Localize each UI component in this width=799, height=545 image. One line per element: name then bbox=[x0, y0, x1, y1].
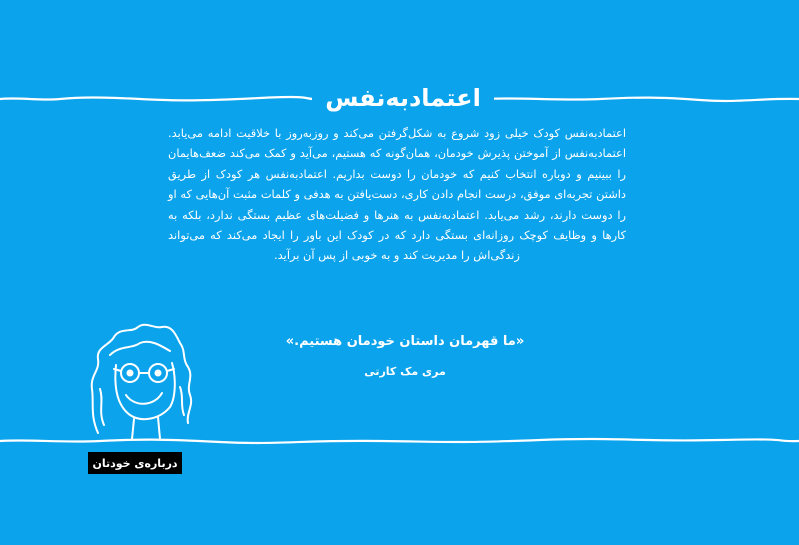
body-line: کاری، دست‌یافتن به هدفی و کلمات مثبت آن‌هایی که او را دوست دارند، رشد می‌یابد. bbox=[168, 187, 627, 222]
quote-text: «ما قهرمان داستان خودمان هستیم.» bbox=[285, 334, 525, 349]
body-line: کوچک روزانه‌ای بستگی دارد که در کودک این باور را ایجاد می‌کند که می‌تواند bbox=[168, 228, 548, 243]
girl-doodle-illustration bbox=[80, 315, 200, 447]
body-line: و کمک می‌کند ضعف‌هایمان را ببینیم و دوباره انتخاب کنیم که خودمان را دوست bbox=[168, 146, 626, 181]
body-paragraph bbox=[168, 123, 626, 266]
body-line: اعتمادبه‌نفس به هنرها و فضیلت‌های عظیم بستگی ندارد، بلکه به کارها و وظایف bbox=[168, 207, 626, 243]
body-line: زندگی‌اش را مدیریت کند و به خوبی از پس آن برآید. bbox=[274, 248, 520, 263]
body-line: اعتمادبه‌نفس کودک خیلی زود شروع به شکل‌گرفتن می‌کند و روزبه‌روز با خلاقیت bbox=[236, 126, 626, 140]
body-line: ادامه می‌یابد. اعتمادبه‌نفس از آموختن پذیرش خودمان، همان‌گونه که هستیم، می‌آید bbox=[168, 126, 627, 161]
page-title: اعتمادبه‌نفس bbox=[312, 76, 494, 120]
bottom-divider-line bbox=[0, 436, 799, 446]
body-line: بداریم. اعتمادبه‌نفس هر کودک از طریق داشتن تجربه‌ای موفق، درست انجام دادن bbox=[168, 166, 627, 202]
quote-author: مری مک کارتی bbox=[364, 365, 446, 378]
section-badge: درباره‌ی خودتان bbox=[88, 452, 182, 474]
